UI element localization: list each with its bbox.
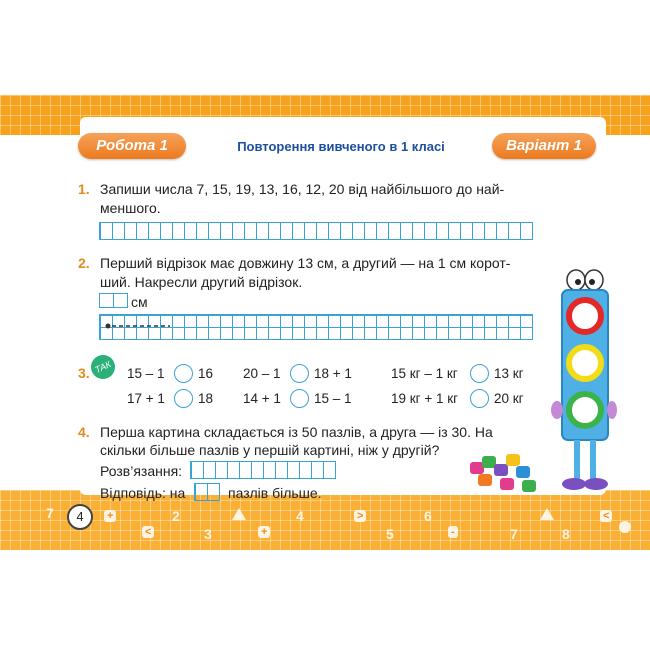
compare-circle[interactable]	[290, 389, 309, 408]
footer-decor: +	[104, 510, 116, 522]
compare-right: 18 + 1	[314, 366, 352, 381]
compare-circle[interactable]	[174, 389, 193, 408]
task2-text-line2: ший. Накресли другий відрізок.	[100, 274, 303, 290]
solution-label: Розв’язання:	[100, 463, 183, 479]
compare-right: 18	[198, 391, 214, 406]
task2-reference-segment	[104, 322, 174, 330]
puzzle-pieces-illustration	[466, 450, 546, 495]
task1-text-line2: меншого.	[100, 200, 161, 216]
task2-unit: см	[131, 294, 148, 310]
compare-right: 13 кг	[494, 366, 524, 381]
compare-left: 19 кг + 1 кг	[391, 391, 459, 406]
compare-circle[interactable]	[470, 364, 489, 383]
answer-suffix: пазлів більше.	[228, 485, 322, 501]
footer-decor: +	[258, 526, 270, 538]
self-check-badge: ТАК	[87, 351, 119, 383]
footer-decor: 5	[386, 526, 394, 542]
compare-left: 14 + 1	[243, 391, 281, 406]
task1-text-line1: Запиши числа 7, 15, 19, 13, 16, 12, 20 від найбільшого до най-	[100, 181, 505, 197]
task2-length-box-1[interactable]	[99, 293, 114, 308]
compare-circle[interactable]	[174, 364, 193, 383]
compare-right: 15 – 1	[314, 391, 352, 406]
page-title: Повторення вивченого в 1 класі	[237, 139, 445, 154]
compare-left: 15 – 1	[127, 366, 165, 381]
task1-number: 1.	[78, 181, 90, 197]
variant-tag: Варіант 1	[492, 133, 596, 159]
footer-decor: 7	[510, 526, 518, 542]
answer-box[interactable]	[194, 483, 220, 501]
footer-decor: 3	[204, 526, 212, 542]
footer-decor: -	[448, 526, 458, 538]
footer-triangle-shape	[232, 508, 246, 520]
traffic-light-mascot	[548, 266, 620, 496]
compare-left: 17 + 1	[127, 391, 165, 406]
footer-decor: <	[600, 510, 612, 522]
task4-text-line2: скільки більше пазлів у першій картині, ніж у другій?	[100, 442, 440, 458]
work-tag: Робота 1	[78, 133, 186, 159]
task4-number: 4.	[78, 424, 90, 440]
task3-number: 3.	[78, 365, 90, 381]
task1-answer-grid[interactable]	[99, 222, 533, 240]
page-number: 4	[67, 504, 93, 530]
compare-circle[interactable]	[290, 364, 309, 383]
footer-decor: 4	[296, 508, 304, 524]
compare-left: 15 кг – 1 кг	[391, 366, 458, 381]
footer-decor: <	[142, 526, 154, 538]
footer-decor: 7	[46, 505, 54, 521]
task2-text-line1: Перший відрізок має довжину 13 см, а другий — на 1 см корот-	[100, 255, 511, 271]
footer-decor: >	[354, 510, 366, 522]
task2-number: 2.	[78, 255, 90, 271]
footer-circle-shape	[618, 520, 632, 534]
compare-left: 20 – 1	[243, 366, 281, 381]
task2-length-box-2[interactable]	[113, 293, 128, 308]
footer-triangle-shape	[540, 508, 554, 520]
footer-band	[0, 490, 650, 550]
task4-text-line1: Перша картина складається із 50 пазлів, а друга — із 30. На	[100, 424, 493, 440]
footer-decor: 6	[424, 508, 432, 524]
answer-prefix: Відповідь: на	[100, 485, 186, 501]
footer-decor: 8	[562, 526, 570, 542]
footer-decor: 2	[172, 508, 180, 524]
compare-right: 20 кг	[494, 391, 524, 406]
compare-right: 16	[198, 366, 214, 381]
compare-circle[interactable]	[470, 389, 489, 408]
solution-grid[interactable]	[190, 461, 336, 479]
